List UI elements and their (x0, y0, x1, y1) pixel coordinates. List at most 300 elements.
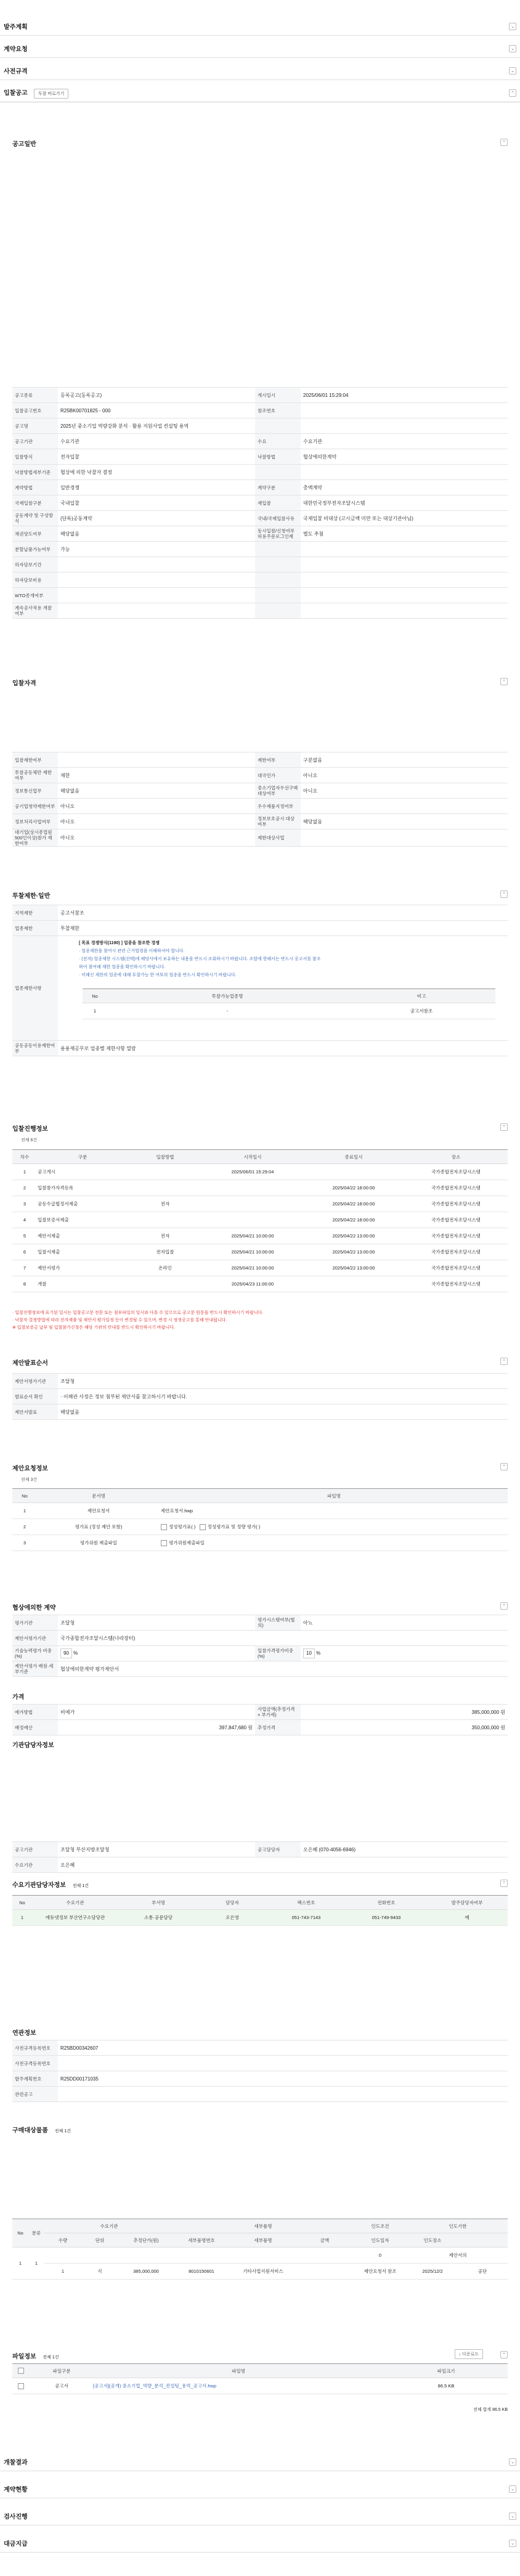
row-label: 정보처리사업여부 (12, 814, 58, 829)
accordion-bid-notice[interactable] (0, 84, 520, 102)
table-row (12, 768, 508, 783)
row-label: 국내/국제입찰사유 (255, 511, 301, 526)
chevron-down-icon[interactable]: ⌄ (509, 45, 516, 52)
row-label (255, 418, 301, 434)
cell: 공단 (457, 2264, 508, 2280)
cell: 7 (12, 1260, 37, 1276)
row-value: 조달청 부산지방조달청 (58, 1842, 255, 1857)
cell (128, 1212, 202, 1228)
col-header: No (83, 989, 107, 1003)
row-label: 제한대상사업 (255, 829, 301, 847)
row-label: 공고기관 (12, 1842, 58, 1857)
row-value: 아니오 (58, 799, 255, 814)
table-row (12, 495, 508, 511)
cell: 입찰보증서제출 (37, 1212, 128, 1228)
row-label: 배정예산 (12, 1720, 58, 1735)
cell: 2025/04/22 13:00:00 (303, 1228, 404, 1244)
cell: 평가위원 제출파일 (37, 1535, 160, 1551)
col-header: 담당자 (198, 1896, 266, 1910)
cell (202, 1212, 303, 1228)
cell: 전자 (128, 1196, 202, 1212)
cell: 2025/04/21 10:00:00 (202, 1260, 303, 1276)
record-count: 전체 1건 (43, 2355, 59, 2360)
cell: 2025/04/22 13:00:00 (303, 1260, 404, 1276)
row-label: 수요기관 (12, 1857, 58, 1873)
col-header: 세부품명 (229, 2233, 297, 2248)
cell: 온라인 (128, 1260, 202, 1276)
notice-general-table (12, 387, 508, 619)
download-button[interactable]: ↓ 다운로드 (455, 2349, 484, 2359)
row-label: 수요 (255, 434, 301, 449)
row-value (58, 752, 255, 768)
record-count: 전체 1건 (54, 2129, 71, 2134)
table-row (12, 1212, 508, 1228)
section-title-text: 수요기관담당자정보 (12, 1882, 66, 1889)
cell: 4 (12, 1212, 37, 1228)
row-label: 계약방법 (12, 480, 58, 495)
row-label: 사전규격등록번호 (12, 2040, 58, 2056)
row-value (301, 799, 508, 814)
row-value: 오은혜 (070-4056-6946) (301, 1842, 508, 1857)
chevron-down-icon[interactable]: ⌄ (509, 23, 516, 30)
accordion-pre-spec[interactable] (0, 62, 520, 80)
row-label: 중소기업자우선구매 대상여부 (255, 783, 301, 799)
table-row (12, 511, 508, 526)
row-value: 국제입찰 비대상 (고시금액 미만 또는 대상기관아님) (301, 511, 508, 526)
table-row (12, 526, 508, 542)
col-header: 차수 (12, 1150, 37, 1164)
chevron-down-icon[interactable]: ⌄ (509, 2485, 516, 2493)
chevron-up-icon[interactable]: ⌃ (500, 891, 508, 898)
row-value: 비예가 (58, 1705, 255, 1720)
row-value: 해당없음 (58, 783, 255, 799)
table-row (12, 403, 508, 418)
table-row (12, 2248, 508, 2264)
cell: 051-749-9433 (346, 1910, 426, 1926)
record-count: 전체 3건 (21, 1478, 38, 1482)
record-count: 전체 6건 (21, 1138, 38, 1143)
row-value: (단독)공동계약 (58, 511, 255, 526)
row-label: 지역제한 (12, 905, 58, 921)
row-label (255, 465, 301, 480)
row-label: 추정가격 (255, 1720, 301, 1735)
cell: 051-743-7143 (266, 1910, 346, 1926)
col-header: 인도장소 (408, 2233, 457, 2248)
table-row (12, 449, 508, 465)
row-label: 계약구분 (255, 480, 301, 495)
bid-progress-table (12, 1149, 508, 1292)
cell: 2025/04/22 18:00:00 (303, 1196, 404, 1212)
row-label: 공기업청약제한여부 (12, 799, 58, 814)
row-value: 대한민국정부전자조달시스템 (301, 495, 508, 511)
col-header: 비고 (347, 989, 495, 1003)
row-value: 아니오 (301, 768, 508, 783)
select-all-checkbox[interactable] (18, 2368, 24, 2374)
section-title-related: 연관정보 (12, 2030, 36, 2037)
cell: 국가종합전자조달시스템 (404, 1196, 508, 1212)
row-value: 등록공고(등록공고) (58, 388, 255, 403)
row-value (58, 2087, 508, 2102)
file-total: 전체 합계 86.5 KB (473, 2408, 508, 2412)
table-row (12, 1244, 508, 1260)
joint-contract-table (12, 905, 508, 1056)
col-header: 팩스번호 (266, 1896, 346, 1910)
table-row (12, 1519, 508, 1535)
row-label: 분할납품가능여부 (12, 542, 58, 557)
accordion-title: 검사진행 (4, 2514, 28, 2521)
cell: 전자 (128, 1228, 202, 1244)
cell: 국가종합전자조달시스템 (404, 1180, 508, 1196)
row-value: 총액계약 (301, 480, 508, 495)
cell: 입찰서제출 (37, 1244, 128, 1260)
row-label: 낙찰방법 (255, 449, 301, 465)
cell: 1 (12, 1910, 32, 1926)
proposal-request-table (12, 1488, 508, 1551)
accordion-opening-result[interactable] (0, 2453, 520, 2471)
table-row (12, 1276, 508, 1292)
row-value: 오은혜 (58, 1857, 508, 1873)
files-table (12, 2363, 508, 2394)
col-header: 투찰가능업종명 (107, 989, 347, 1003)
row-label: 입찰제한여부 (12, 752, 58, 768)
agency-contact-table (12, 1841, 508, 1873)
row-label: 공고명 (12, 418, 58, 434)
table-row (12, 542, 508, 557)
accordion-title: 발주계획 (4, 24, 28, 31)
row-value: 아니오 (58, 814, 255, 829)
row-value (301, 465, 508, 480)
cell: 제안요청서 참조 (352, 2264, 408, 2280)
col-header: 분류 (28, 2219, 44, 2248)
purchase-items-table (12, 2219, 508, 2280)
allowed-industry-table (83, 988, 495, 1019)
chevron-up-icon[interactable]: ⌃ (500, 1358, 508, 1365)
checkbox[interactable] (161, 1524, 167, 1530)
option-label: 정성평가표 및 정량 평가( ) (207, 1523, 261, 1530)
cell: 2025/04/22 18:00:00 (303, 1212, 404, 1228)
options-cell (160, 1535, 508, 1551)
col-header: 세부품명번호 (174, 2233, 229, 2248)
row-label: 하자담보기간 (12, 557, 58, 573)
table-row (12, 814, 508, 829)
bid-qualification-table (12, 752, 508, 847)
table-row (12, 573, 508, 588)
col-header: 인도조건 (352, 2219, 408, 2233)
col-header: 문서명 (37, 1489, 160, 1503)
row-label: 발표순서 확인 (12, 1389, 58, 1404)
chevron-up-icon[interactable]: ⌃ (509, 89, 516, 97)
note-line: · (전자) 업종제한 시스템(선택)에 해당사에서 보유하는 내용을 반드시 조회하시기 바랍니다. 조합에 한해서는 반드시 공고서를 참조 (79, 957, 321, 961)
row-value (301, 603, 508, 619)
option-label: 평가위원제출파일 (169, 1539, 205, 1546)
cell (44, 2248, 352, 2264)
section-title-bid-qualification: 입찰자격 (12, 680, 36, 687)
section-title-proposal-presentation: 제안발표순서 (12, 1360, 48, 1367)
row-label: 정보보호공시 대상여부 (255, 814, 301, 829)
section-title-bid-progress: 입찰진행정보 (12, 1126, 48, 1133)
row-label (255, 603, 301, 619)
cell: 385,000,000 (118, 2264, 174, 2280)
table-row (12, 434, 508, 449)
cell (303, 1164, 404, 1180)
cell (297, 2264, 352, 2280)
table-row (12, 557, 508, 573)
row-value (58, 603, 255, 619)
warning-line: · 낙찰자 결정방법에 따라 전자제출 및 제안서 평가일정 등이 변경될 수 있으며, 변경 시 정정공고를 통해 안내됩니다. (12, 1318, 227, 1323)
row-label (255, 557, 301, 573)
row-value: 수요기관 (301, 434, 508, 449)
go-bid-button[interactable]: 투찰 바로가기 (34, 89, 69, 99)
chevron-up-icon[interactable]: ⌃ (500, 139, 508, 146)
accordion-title: 계약요청 (4, 46, 28, 53)
row-value: 2025/06/01 15:29:04 (301, 388, 508, 403)
row-label: 게시일시 (255, 388, 301, 403)
note-line: 하여 참여해 제한 업종을 확인하시기 바랍니다. (79, 965, 166, 969)
row-value: 일반경쟁 (58, 480, 255, 495)
row-label: 공고기관 (12, 434, 58, 449)
row-value: 구분없음 (301, 752, 508, 768)
row-value: 협상에의한계약 (301, 449, 508, 465)
accordion-bid-plan[interactable] (0, 17, 520, 36)
accordion-title: 계약현황 (4, 2487, 28, 2493)
chevron-down-icon[interactable]: ⌄ (509, 2458, 516, 2466)
cell (202, 1196, 303, 1212)
cell: 제안서의 (408, 2248, 508, 2264)
row-value: 국가종합전자조달시스템(나라장터) (58, 1631, 508, 1646)
price-table (12, 1704, 508, 1735)
checkbox[interactable] (161, 1540, 167, 1546)
row-label: 업종제한사항 (12, 936, 58, 1041)
section-title-text: 파일정보 (12, 2354, 36, 2360)
row-value: 2025년 중소기업 역량강화 분석 · 활용 지원사업 컨설팅 용역 (58, 418, 255, 434)
cell: 국가종합전자조달시스템 (404, 1228, 508, 1244)
cell: 전자입찰 (128, 1244, 202, 1260)
col-header: 인도일자 (352, 2233, 408, 2248)
cell: 3 (12, 1196, 37, 1212)
row-label: 제안서평가기관 (12, 1631, 58, 1646)
chevron-down-icon[interactable]: ⌄ (509, 2540, 516, 2547)
col-header: 수요기관 (32, 1896, 118, 1910)
row-label: 투찰공동체만 제한여부 (12, 768, 58, 783)
cell: 개찰 (37, 1276, 128, 1292)
cell: 제안서제출 (37, 1228, 128, 1244)
row-label: 입찰가격평가비중(%) (255, 1646, 301, 1661)
cell: 1 (12, 2248, 28, 2280)
row-value: 350,000,000 원 (301, 1720, 508, 1735)
cell: 국가종합전자조달시스템 (404, 1260, 508, 1276)
cell (303, 1276, 404, 1292)
row-value: 전자입찰 (58, 449, 255, 465)
table-row (12, 2378, 508, 2394)
table-row (12, 829, 508, 847)
table-row (12, 1503, 508, 1519)
row-value: 해당없음 (301, 814, 508, 829)
cell (128, 1180, 202, 1196)
row-label: WTO종개여부 (12, 588, 58, 603)
table-row (12, 1910, 508, 1926)
related-info-table (12, 2040, 508, 2102)
row-label (255, 588, 301, 603)
table-row (12, 603, 508, 619)
cell (128, 1276, 202, 1292)
cell: 공고서참조 (347, 1003, 495, 1019)
cell: 2025/04/21 10:00:00 (202, 1244, 303, 1260)
related-link[interactable]: R25BD00342607 (58, 2040, 508, 2056)
row-label: 재입찰 (255, 495, 301, 511)
table-row (12, 1260, 508, 1276)
col-header: 입찰방법 (128, 1150, 202, 1164)
section-title-proposal-request: 제안요청정보 (12, 1465, 48, 1472)
col-header: 발주담당자여부 (426, 1896, 508, 1910)
chevron-up-icon[interactable]: ⌃ (500, 1602, 508, 1610)
row-label: 발주계획번호 (12, 2071, 58, 2087)
row-value: 조달청 (58, 1374, 508, 1389)
row-label: 업종제한 (12, 921, 58, 936)
accordion-contract-status[interactable] (0, 2480, 520, 2498)
row-value: 투찰제한 (58, 921, 508, 936)
cell: 에듀넷정보 부산연구소담당관 (32, 1910, 118, 1926)
cell: 8010150601 (174, 2264, 229, 2280)
table-row (12, 1196, 508, 1212)
row-label: 국제입찰구분 (12, 495, 58, 511)
row-value: 아니오 (301, 783, 508, 799)
cell: 평가표 (정성 제안 포함) (37, 1519, 160, 1535)
section-title-files (12, 2351, 59, 2360)
proposal-presentation-table (12, 1373, 508, 1420)
row-label: 대국민가 (255, 768, 301, 783)
cell: 식 (81, 2264, 118, 2280)
accordion-title: 개찰결과 (4, 2460, 28, 2466)
cell: 소통·공문담당 (118, 1910, 198, 1926)
table-row (12, 2264, 508, 2280)
cell: 1 (83, 1003, 107, 1019)
row-label: 채권양도여부 (12, 526, 58, 542)
table-row (83, 1003, 495, 1019)
chevron-up-icon[interactable]: ⌃ (500, 2351, 508, 2358)
cell: 2025/04/23 11:00:00 (202, 1276, 303, 1292)
chevron-down-icon[interactable]: ⌄ (509, 67, 516, 75)
cell: 오은영 (198, 1910, 266, 1926)
cell: 제안요청서 (37, 1503, 160, 1519)
row-label: 사업금액(추정가격 + 부가세) (255, 1705, 301, 1720)
table-row (12, 783, 508, 799)
col-header: 파일구분 (31, 2364, 92, 2378)
row-label: 공고담당자 (255, 1842, 301, 1857)
row-value: 협상에의한계약 평가제안서 (58, 1661, 508, 1677)
row-label: 계속공사적용 개찰여부 (12, 603, 58, 619)
col-header: 장소 (404, 1150, 508, 1164)
row-label: 하자담보비용 (12, 573, 58, 588)
row-value (58, 2056, 508, 2071)
chevron-down-icon[interactable]: ⌄ (509, 2513, 516, 2520)
row-checkbox[interactable] (18, 2383, 24, 2389)
chevron-up-icon[interactable]: ⌃ (500, 678, 508, 685)
checkbox[interactable] (200, 1524, 206, 1530)
chevron-up-icon[interactable]: ⌃ (500, 1880, 508, 1887)
row-value: R25BK00701825 - 000 (58, 403, 255, 418)
row-value: 별도 추첨 (301, 526, 508, 542)
row-value (58, 557, 255, 573)
cell: 공동수급협정서제출 (37, 1196, 128, 1212)
warning-line: ※ 입찰보증금 납부 및 입찰참가신청은 해당 기관의 안내를 반드시 확인하시기 바랍니다. (12, 1326, 175, 1330)
cell: 6 (12, 1244, 37, 1260)
cell: 국가종합전자조달시스템 (404, 1164, 508, 1180)
row-label: 공동계약 및 구성방식 (12, 511, 58, 526)
row-label: 예가방법 (12, 1705, 58, 1720)
record-count: 전체 1건 (72, 1884, 89, 1888)
cell: 제안서평가 (37, 1260, 128, 1276)
row-label: 입찰공고번호 (12, 403, 58, 418)
table-row (12, 1535, 508, 1551)
col-header: 추정단가(원) (118, 2233, 174, 2248)
accordion-title: 입찰공고 (4, 89, 28, 97)
chevron-up-icon[interactable]: ⌃ (500, 1463, 508, 1470)
table-row (12, 752, 508, 768)
negotiated-contract-table: 평가기관 조달청 평가시스템여부(협의) 아뇨 제안서평가기관 국가종합전자조달시스템(나라장터) 기술능력평가 비중(%) 90 % 입찰가격평가비중(%) 10 % 제안서평가 배점·세부기준 협상에의한계약 평가제안서 (12, 1615, 508, 1677)
cell: 2025/04/22 18:00:00 (303, 1180, 404, 1196)
table-row (12, 799, 508, 814)
row-label (255, 542, 301, 557)
chevron-up-icon[interactable]: ⌃ (500, 1123, 508, 1131)
cell: 5 (12, 1228, 37, 1244)
row-value: 수요기관 (58, 434, 255, 449)
row-value (301, 588, 508, 603)
table-row (12, 1180, 508, 1196)
cell: 86.5 KB (384, 2378, 508, 2394)
section-title-notice-general: 공고일반 (12, 141, 36, 148)
col-header: No (12, 1489, 37, 1503)
col-header: 세부품명 (174, 2219, 352, 2233)
accordion-contract-request[interactable] (0, 39, 520, 58)
col-header: No (12, 1896, 32, 1910)
row-value: 아뇨 (301, 1615, 508, 1631)
row-label: 제안서평가 배점·세부기준 (12, 1661, 58, 1677)
col-header: 구분 (37, 1150, 128, 1164)
progress-warnings (12, 1310, 508, 1332)
file-link[interactable]: [공고서](공개) 중소기업_역량_분석_컨설팅_용역_공고서.hwp (92, 2378, 384, 2394)
row-value: 가능 (58, 542, 255, 557)
col-header: 수량 (44, 2233, 81, 2248)
row-value (301, 403, 508, 418)
restriction-notes (79, 939, 504, 979)
row-value (301, 573, 508, 588)
row-label: 정보통신업무 (12, 783, 58, 799)
related-link[interactable]: R25DD00171035 (58, 2071, 508, 2087)
table-row (12, 588, 508, 603)
tech-weight-field: 90 (60, 1649, 72, 1658)
row-value (301, 418, 508, 434)
row-value: 국내입찰 (58, 495, 255, 511)
note-line: · 업종제한을 참여시 관련 근거법령을 이해하셔야 합니다. (79, 949, 185, 953)
row-value (301, 542, 508, 557)
file-link[interactable]: 제안요청서.hwp (160, 1503, 508, 1519)
cell: 2025/12/2 (408, 2264, 457, 2280)
cell: 1 (12, 1503, 37, 1519)
accordion-payment[interactable] (0, 2534, 520, 2553)
col-header: 수요기관 (44, 2219, 174, 2233)
col-header: 단위 (81, 2233, 118, 2248)
table-row (12, 388, 508, 403)
cell: 2025/04/21 10:00:00 (202, 1228, 303, 1244)
row-value: 397,847,680 원 (58, 1720, 255, 1735)
accordion-inspection[interactable] (0, 2507, 520, 2525)
cell: 1 (28, 2248, 44, 2280)
section-title-text: 구매대상물품 (12, 2127, 48, 2134)
cell: 8 (12, 1276, 37, 1292)
section-title-negotiated-contract: 협상에의한 계약 (12, 1605, 56, 1612)
cell: 2025/04/22 13:00:00 (303, 1244, 404, 1260)
accordion-title: 사전규격 (4, 68, 28, 75)
